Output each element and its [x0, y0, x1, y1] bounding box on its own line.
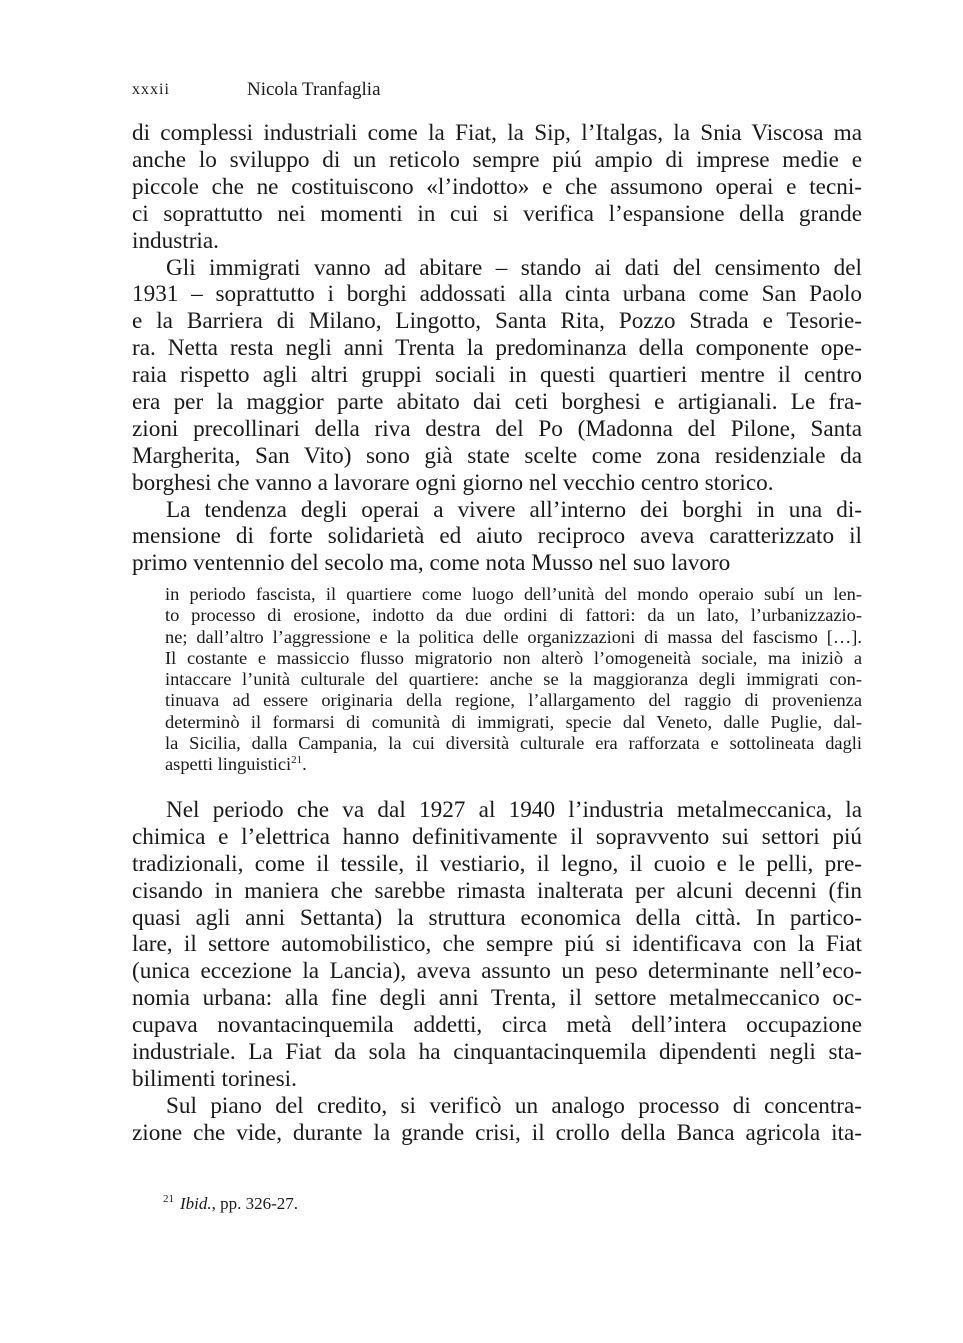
quote-line: Il costante e massiccio flusso migratorio non alterò l’omogeneità sociale, ma iniziò a [165, 647, 862, 668]
footnote-21 [163, 1193, 763, 1215]
text-line: 1931 – soprattutto i borghi addossati alla cinta urbana come San Paolo [132, 281, 862, 308]
text-line: piccole che ne costituiscono «l’indotto» e che assumono operai e tecni- [132, 173, 862, 200]
footnote-number: 21 [163, 1193, 174, 1206]
text-line: zioni precollinari della riva destra del Po (Madonna del Pilone, Santa [132, 415, 862, 442]
text-line: cupava novantacinquemila addetti, circa metà dell’intera occupazione [132, 1012, 862, 1039]
quote-line-last [165, 754, 862, 775]
text-line: (unica eccezione la Lancia), aveva assunto un peso determinante nell’eco- [132, 958, 862, 985]
text-line: di complessi industriali come la Fiat, la Sip, l’Italgas, la Snia Viscosa ma [132, 120, 862, 146]
text-line: raia rispetto agli altri gruppi sociali in questi quartieri mentre il centro [132, 362, 862, 389]
text-line: ci soprattutto nei momenti in cui si verifica l’espansione della grande [132, 200, 862, 227]
text-line: industriale. La Fiat da sola ha cinquantacinquemila dipendenti negli sta- [132, 1039, 862, 1066]
text-line: e la Barriera di Milano, Lingotto, Santa Rita, Pozzo Strada e Tesorie- [132, 308, 862, 335]
text-line: chimica e l’elettrica hanno definitivamente il sopravvento sui settori piú [132, 823, 862, 850]
text-line: La tendenza degli operai a vivere all’interno dei borghi in una di- [166, 496, 862, 523]
footnote-reference[interactable]: 21 [291, 754, 303, 767]
paragraph-3 [132, 497, 862, 578]
running-head-author: Nicola Tranfaglia [247, 79, 381, 100]
quote-line: la Sicilia, dalla Campania, la cui diversità culturale era rafforzata e sottolineata dagli [165, 733, 862, 754]
text-line: nomia urbana: alla fine degli anni Trenta, il settore metalmeccanico oc- [132, 985, 862, 1012]
text-line: lare, il settore automobilistico, che sempre piú si identificava con la Fiat [132, 931, 862, 958]
text-line: mensione di forte solidarietà ed aiuto reciproco aveva caratterizzato il [132, 523, 862, 550]
quote-line: ne; dall’altro l’aggressione e la politica delle organizzazioni di massa del fascismo […]. [165, 626, 862, 647]
quote-line: in periodo fascista, il quartiere come luogo dell’unità del mondo operaio subí un len- [165, 584, 862, 604]
quote-line: intaccare l’unità culturale del quartiere: anche se la maggioranza degli immigrati con- [165, 669, 862, 690]
footnote-ibid: Ibid. [180, 1194, 212, 1213]
quote-line: to processo di erosione, indotto da due ordini di fattori: da un lato, l’urbanizzazio- [165, 605, 862, 626]
text-line: industria. [132, 227, 219, 254]
text-line: bilimenti torinesi. [132, 1065, 297, 1092]
text-line: Margherita, San Vito) sono già state scelte come zona residenziale da [132, 442, 862, 469]
text-line: borghesi che vanno a lavorare ogni giorno nel vecchio centro storico. [132, 469, 774, 496]
paragraph-1 [132, 120, 862, 254]
text-line: zione che vide, durante la grande crisi, il crollo della Banca agricola ita- [132, 1119, 862, 1146]
block-quote [165, 584, 862, 776]
running-header [132, 78, 862, 102]
quote-text: aspetti linguistici [165, 754, 292, 775]
page-number: xxxii [132, 81, 170, 98]
quote-line: determinò il formarsi di comunità di immigrati, specie dal Veneto, dalle Puglie, dal- [165, 711, 862, 732]
quote-end-punctuation: . [302, 754, 307, 775]
quote-line: tinuava ad essere originaria della regione, l’allargamento del raggio di provenienza [165, 690, 862, 711]
text-line: Gli immigrati vanno ad abitare – stando ai dati del censimento del [166, 254, 862, 281]
text-line: era per la maggior parte abitato dai ceti borghesi e artigianali. Le fra- [132, 388, 862, 415]
footnote-pages: , pp. 326-27. [211, 1194, 299, 1213]
text-line: tradizionali, come il tessile, il vestiario, il legno, il cuoio e le pelli, pre- [132, 850, 862, 877]
text-line: Sul piano del credito, si verificò un analogo processo di concentra- [166, 1093, 862, 1119]
paragraph-4 [132, 797, 862, 1093]
paragraph-5 [132, 1093, 862, 1147]
text-line: quasi agli anni Settanta) la struttura economica della città. In partico- [132, 904, 862, 931]
text-line: primo ventennio del secolo ma, come nota Musso nel suo lavoro [132, 550, 731, 577]
text-line: anche lo sviluppo di un reticolo sempre piú ampio di imprese medie e [132, 146, 862, 173]
text-line: cisando in maniera che sarebbe rimasta inalterata per alcuni decenni (fin [132, 877, 862, 904]
text-line: Nel periodo che va dal 1927 al 1940 l’industria metalmeccanica, la [166, 797, 862, 823]
paragraph-2 [132, 255, 862, 497]
text-line: ra. Netta resta negli anni Trenta la predominanza della componente ope- [132, 335, 862, 362]
